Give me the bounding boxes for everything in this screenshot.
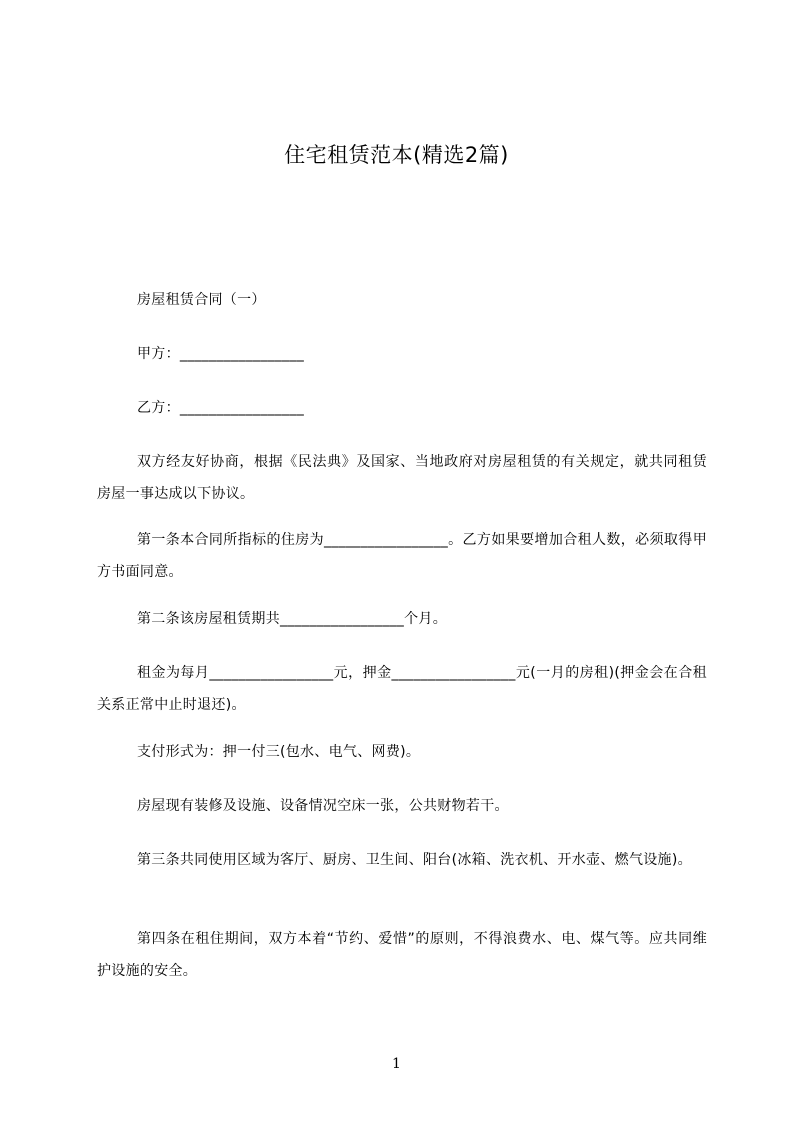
preamble-paragraph: 双方经友好协商，根据《民法典》及国家、当地政府对房屋租赁的有关规定，就共同租赁房屋一事达成以下协议。 xyxy=(97,454,707,502)
article-two-paragraph: 第二条该房屋租赁期共_________________个月。 xyxy=(137,611,447,627)
rent-deposit-paragraph: 租金为每月_________________元，押金_________________元(一月的房租)(押金会在合租关系正常中止时退还)。 xyxy=(97,665,707,713)
article-four-paragraph: 第四条在租住期间，双方本着“节约、爱惜”的原则，不得浪费水、电、煤气等。应共同维护设施的安全。 xyxy=(97,931,707,979)
article-three-paragraph: 第三条共同使用区域为客厅、厨房、卫生间、阳台(冰箱、洗衣机、开水壶、燃气设施)。 xyxy=(137,852,692,868)
party-a-line: 甲方：_________________ xyxy=(137,346,304,362)
page-number: 1 xyxy=(392,1056,401,1072)
facilities-paragraph: 房屋现有装修及设施、设备情况空床一张，公共财物若干。 xyxy=(137,798,509,814)
contract-heading: 房屋租赁合同（一） xyxy=(137,292,266,308)
payment-method-paragraph: 支付形式为：押一付三(包水、电气、网费)。 xyxy=(137,744,421,760)
party-b-line: 乙方：_________________ xyxy=(137,400,304,416)
document-title: 住宅租赁范本(精选2篇) xyxy=(284,143,509,167)
article-one-paragraph: 第一条本合同所指标的住房为_________________。乙方如果要增加合租人数，必须取得甲方书面同意。 xyxy=(97,532,707,580)
